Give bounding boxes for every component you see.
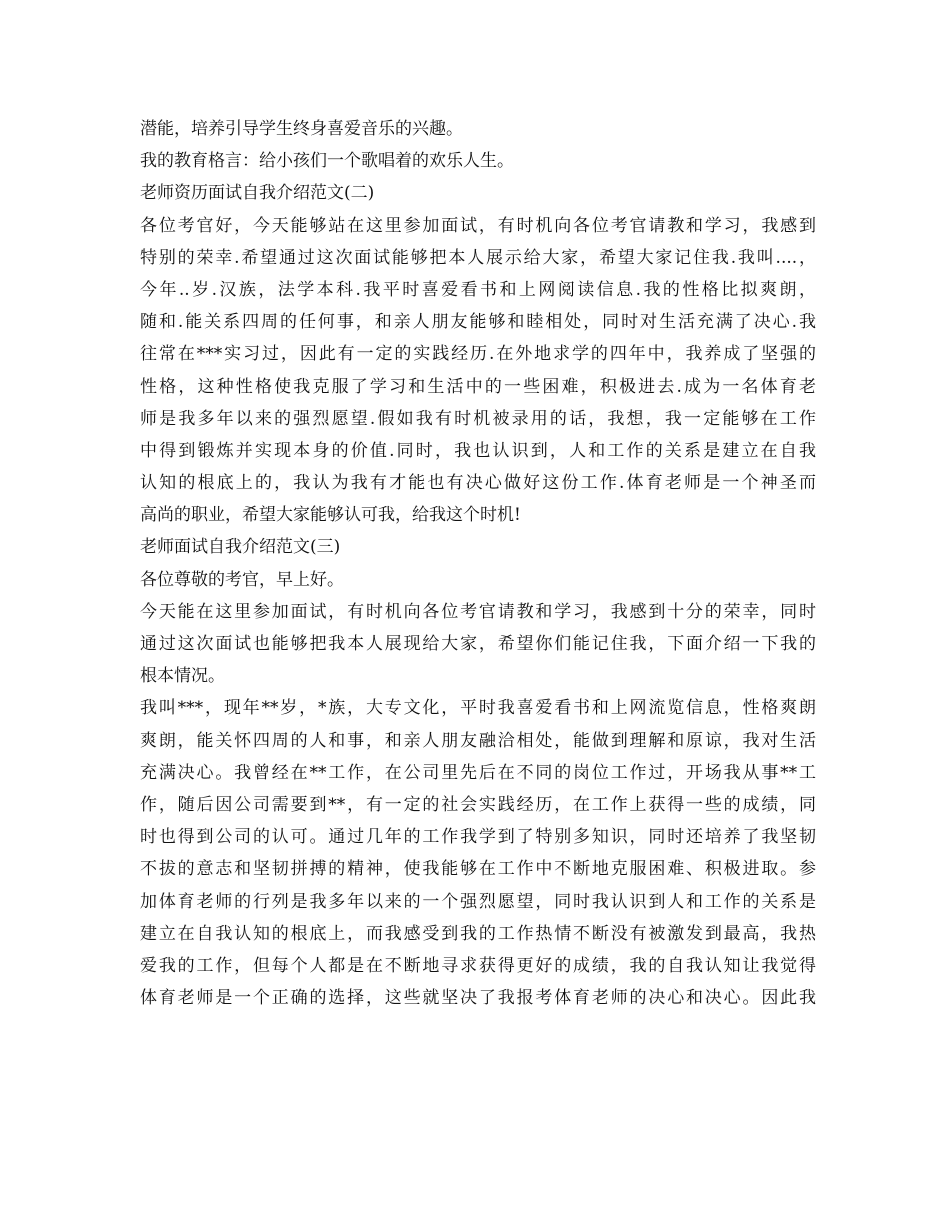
text-line: 加体育老师的行列是我多年以来的一个强烈愿望，同时我认识到人和工作的关系是 bbox=[140, 891, 816, 912]
text-line: 老师面试自我介绍范文(三) bbox=[140, 537, 341, 558]
text-line: 通过这次面试也能够把我本人展现给大家，希望你们能记住我，下面介绍一下我的 bbox=[140, 634, 816, 654]
text-line: 建立在自我认知的根底上，而我感受到我的工作热情不断没有被激发到最高，我热 bbox=[140, 923, 816, 944]
text-line: 根本情况。 bbox=[140, 666, 225, 687]
text-line: 充满决心。我曾经在**工作，在公司里先后在不同的岗位工作过，开场我从事**工 bbox=[140, 762, 816, 783]
text-line: 师是我多年以来的强烈愿望.假如我有时机被录用的话，我想，我一定能够在工作 bbox=[140, 408, 816, 429]
text-line: 我叫***，现年**岁，*族，大专文化，平时我喜爱看书和上网流览信息，性格爽朗 bbox=[140, 698, 816, 719]
text-line: 各位尊敬的考官，早上好。 bbox=[140, 569, 344, 590]
text-line: 性格，这种性格使我克服了学习和生活中的一些困难，积极进去.成为一名体育老 bbox=[140, 376, 816, 397]
text-line: 今年..岁.汉族，法学本科.我平时喜爱看书和上网阅读信息.我的性格比拟爽朗， bbox=[140, 279, 816, 300]
text-line: 随和.能关系四周的任何事，和亲人朋友能够和睦相处，同时对生活充满了决心.我 bbox=[140, 312, 816, 333]
text-line: 爱我的工作，但每个人都是在不断地寻求获得更好的成绩，我的自我认知让我觉得 bbox=[140, 955, 816, 976]
text-line: 体育老师是一个正确的选择，这些就坚决了我报考体育老师的决心和决心。因此我 bbox=[140, 988, 816, 1009]
text-line: 中得到锻炼并实现本身的价值.同时，我也认识到，人和工作的关系是建立在自我 bbox=[140, 440, 816, 461]
text-line: 老师资历面试自我介绍范文(二) bbox=[140, 183, 375, 204]
document-body bbox=[140, 113, 816, 1014]
text-line: 特别的荣幸.希望通过这次面试能够把本人展示给大家，希望大家记住我.我叫....， bbox=[140, 247, 816, 268]
text-line: 各位考官好，今天能够站在这里参加面试，有时机向各位考官请教和学习，我感到 bbox=[140, 215, 816, 236]
text-line: 往常在***实习过，因此有一定的实践经历.在外地求学的四年中，我养成了坚强的 bbox=[140, 344, 816, 365]
text-line: 认知的根底上的，我认为我有才能也有决心做好这份工作.体育老师是一个神圣而 bbox=[140, 473, 816, 494]
text-line: 潜能，培养引导学生终身喜爱音乐的兴趣。 bbox=[140, 119, 463, 139]
text-line: 我的教育格言：给小孩们一个歌唱着的欢乐人生。 bbox=[140, 151, 514, 172]
text-line: 高尚的职业，希望大家能够认可我，给我这个时机! bbox=[140, 505, 521, 526]
text-line: 作，随后因公司需要到**，有一定的社会实践经历，在工作上获得一些的成绩，同 bbox=[140, 794, 816, 815]
text-line: 爽朗，能关怀四周的人和事，和亲人朋友融洽相处，能做到理解和原谅，我对生活 bbox=[140, 730, 816, 751]
text-line: 时也得到公司的认可。通过几年的工作我学到了特别多知识，同时还培养了我坚韧 bbox=[140, 827, 816, 848]
text-line: 不拔的意志和坚韧拼搏的精神，使我能够在工作中不断地克服困难、积极进取。参 bbox=[140, 859, 816, 880]
text-line: 今天能在这里参加面试，有时机向各位考官请教和学习，我感到十分的荣幸，同时 bbox=[140, 601, 816, 622]
